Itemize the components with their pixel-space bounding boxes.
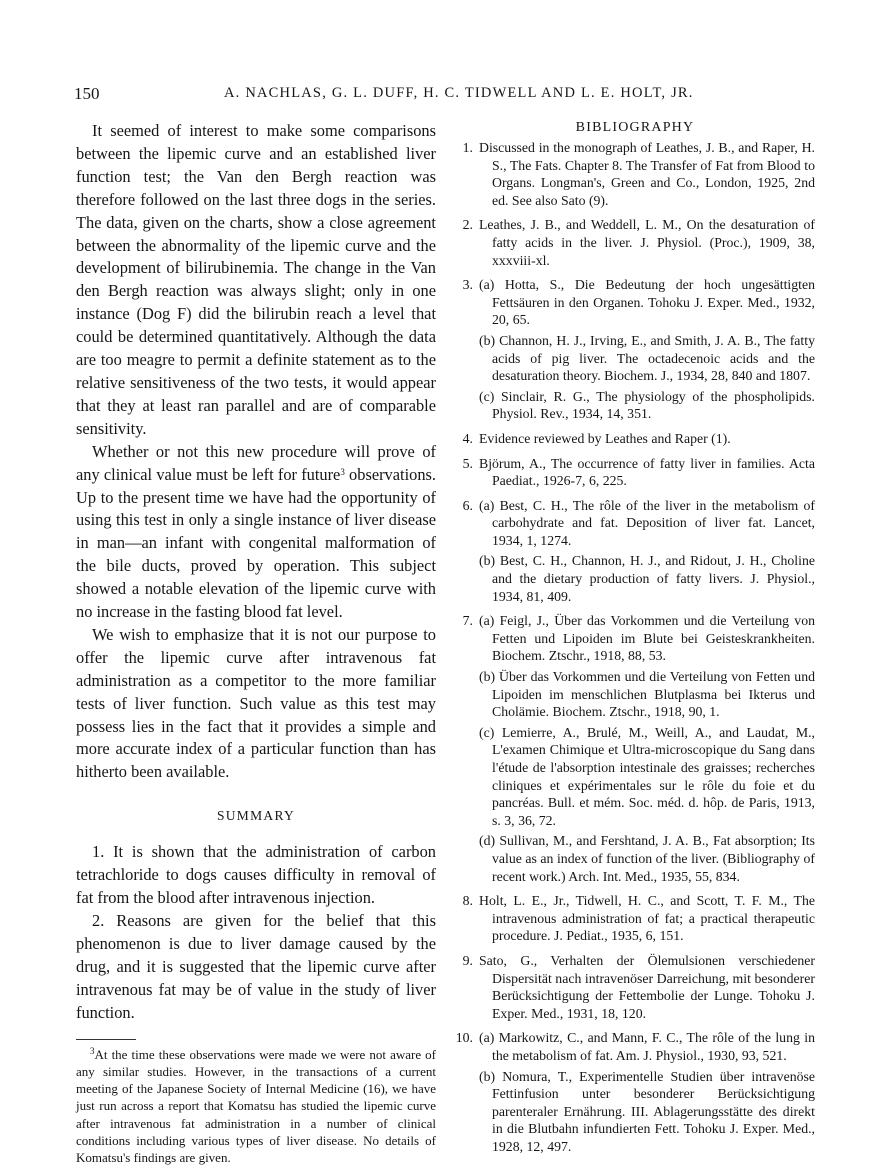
reference-item bbox=[455, 892, 815, 945]
reference-text: (a) Markowitz, C., and Mann, F. C., The rôle of the lung in the metabolism of fat. Am. J. Physiol., 1930, 93, 521. bbox=[479, 1030, 815, 1063]
summary-paragraph: 1. It is shown that the administration of carbon tetrachloride to dogs causes difficulty in removal of fat from the blood after intravenous injection. bbox=[76, 842, 436, 908]
paragraph-lead: Whether or not this new procedure will prove of any clinical value must be left for future bbox=[76, 441, 436, 484]
bibliography-heading: BIBLIOGRAPHY bbox=[575, 120, 695, 135]
footnote-mark: 3 bbox=[90, 1045, 95, 1056]
reference-subentry: (b) Channon, H. J., Irving, E., and Smith, J. A. B., The fatty acids of pig liver. The octadecenoic acids and the desaturation theory. Biochem. J., 1934, 28, 840 and 1807. bbox=[479, 332, 815, 384]
reference-item bbox=[455, 612, 815, 885]
reference-list bbox=[455, 139, 815, 1155]
reference-item bbox=[455, 497, 815, 606]
footnote-divider bbox=[76, 1039, 136, 1040]
reference-subentry: (c) Sinclair, R. G., The physiology of the phospholipids. Physiol. Rev., 1934, 14, 351. bbox=[479, 388, 815, 422]
reference-text: Evidence reviewed by Leathes and Raper (1). bbox=[479, 430, 731, 446]
footnote bbox=[76, 1046, 436, 1167]
reference-item bbox=[455, 952, 815, 1022]
body-paragraph: It seemed of interest to make some comparisons between the lipemic curve and an established liver function test; the Van den Bergh reaction was therefore followed on the last three dogs in the series. The data, given on the charts, show a close agreement between the abnormality of the lipemic curve and the development of bilirubinemia. The change in the Van den Bergh reaction was always slight; only in one instance (Dog F) did the bilirubin reach a level that could be determined quantitatively. Although the data are too meagre to permit a definite statement as to the relative sensitiveness of the two tests, it would appear that they at least ran parallel and are of comparable sensitivity. bbox=[76, 121, 436, 438]
body-paragraph bbox=[76, 441, 436, 624]
reference-subentry: (d) Sullivan, M., and Fershtand, J. A. B., Fat absorption; Its value as an index of function of the liver. (Bibliography of recent work.) Arch. Int. Med., 1935, 55, 834. bbox=[479, 833, 815, 884]
reference-text: Leathes, J. B., and Weddell, L. M., On the desaturation of fatty acids in the liver. J. Physiol. (Proc.), 1909, 38, xxxviii-xl. bbox=[479, 217, 815, 268]
reference-text: Holt, L. E., Jr., Tidwell, H. C., and Scott, T. F. M., The intravenous administration of fat; a practical therapeutic procedure. J. Pediat., 1935, 6, 151. bbox=[479, 893, 815, 944]
footnote-text: At the time these observations were made we were not aware of any similar studies. However, in the transactions of a current meeting of the Japanese Society of Internal Medicine (16), we have just run across a report that Komatsu has studied the lipemic curve after intravenous fat administration in a number of clinical conditions including various types of liver disease. No details of Komatsu's findings are given. bbox=[76, 1046, 436, 1166]
paragraph-tail: observations. bbox=[344, 464, 437, 484]
reference-number: 9. bbox=[462, 952, 473, 968]
reference-number: 6. bbox=[462, 497, 473, 513]
summary-heading: SUMMARY bbox=[216, 808, 296, 824]
reference-number: 3. bbox=[462, 277, 473, 293]
reference-number: 4. bbox=[462, 430, 473, 446]
reference-item bbox=[455, 1029, 815, 1155]
reference-text: (a) Feigl, J., Über das Vorkommen und die Verteilung von Fetten und Lipoiden im Blute bei Geisteskrankheiten. Biochem. Ztschr., 1918, 88, 53. bbox=[479, 613, 815, 664]
reference-number: 7. bbox=[462, 613, 473, 629]
running-head: A. NACHLAS, G. L. DUFF, H. C. TIDWELL AND L. E. HOLT, JR. bbox=[224, 85, 694, 101]
reference-subentry: (b) Nomura, T., Experimentelle Studien über intravenöse Fettinfusion unter besonderer Berücksichtigung parenteraler Ernährung. III. Ablagerungsstätte des direkt in die Blutbahn infundierten Fett. Tohoku J. Exper. Med., 1928, 12, 497. bbox=[479, 1068, 815, 1154]
reference-item bbox=[455, 455, 815, 490]
reference-subentry: (b) Best, C. H., Channon, H. J., and Ridout, J. H., Choline and the dietary production of fatty livers. J. Physiol., 1934, 81, 409. bbox=[479, 553, 815, 604]
reference-number: 1. bbox=[462, 140, 473, 155]
reference-text: Björum, A., The occurrence of fatty liver in families. Acta Paediat., 1926-7, 6, 225. bbox=[479, 455, 815, 489]
bibliography bbox=[455, 120, 815, 1162]
reference-text: (a) Best, C. H., The rôle of the liver in the metabolism of carbohydrate and fat. Deposition of liver fat. Lancet, 1934, 1, 1274. bbox=[479, 497, 815, 548]
left-column bbox=[76, 120, 436, 1167]
reference-subentry: (c) Lemierre, A., Brulé, M., Weill, A., and Laudat, M., L'examen Chimique et Ultra-microscopique du Sang dans l'étude de l'absorption intestinale des graisses; recherches cliniques et expérimentales sur le rôle du foie et du pancréas. Bull. et mém. Soc. méd. d. hôp. de Paris, 1913, s. 3, 36, 72. bbox=[479, 724, 815, 828]
reference-text: Sato, G., Verhalten der Ölemulsionen verschiedener Dispersität nach intravenöser Darreichung, mit besonderer Berücksichtigung der Fettembolie der Lunge. Tohoku J. Exper. Med., 1931, 18, 120. bbox=[479, 952, 815, 1021]
reference-item bbox=[455, 216, 815, 269]
footnote-reference: 3 bbox=[340, 466, 345, 477]
reference-number: 10. bbox=[455, 1030, 473, 1046]
page-header bbox=[74, 84, 816, 108]
body-paragraph: We wish to emphasize that it is not our purpose to offer the lipemic curve after intravenous fat administration as a competitor to the more familiar tests of liver function. Such value as this test may possess lies in the fact that it provides a simple and more accurate index of a particular function than has hitherto been available. bbox=[76, 624, 436, 782]
reference-text: Discussed in the monograph of Leathes, J. B., and Raper, H. S., The Fats. Chapter 8. The Transfer of Fat from Blood to Organs. Longman's, Green and Co., London, 1925, 2nd ed. See also Sato (9). bbox=[479, 140, 815, 208]
reference-subentry: (b) Über das Vorkommen und die Verteilung von Fetten und Lipoiden im menschlichen Blutplasma bei Ikterus und Cholämie. Biochem. Ztschr., 1918, 90, 1. bbox=[479, 669, 815, 720]
paragraph-continuation: Up to the present time we have had the opportunity of using this test in only a single instance of liver disease in man—an infant with congenital malformation of the bile ducts, proved by operation. This subject showed a notable elevation of the lipemic curve with no increase in the fasting blood fat level. bbox=[76, 487, 436, 622]
reference-text: (a) Hotta, S., Die Bedeutung der hoch ungesättigten Fettsäuren in den Organen. Tohoku J. Exper. Med., 1932, 20, 65. bbox=[479, 277, 815, 328]
page-number: 150 bbox=[74, 84, 100, 103]
reference-item bbox=[455, 276, 815, 423]
summary-paragraph: 2. Reasons are given for the belief that this phenomenon is due to liver damage caused by the drug, and it is suggested that the lipemic curve after intravenous fat may be of value in the study of liver function. bbox=[76, 911, 436, 1022]
reference-number: 5. bbox=[462, 455, 473, 471]
reference-number: 2. bbox=[462, 217, 473, 233]
reference-item bbox=[455, 139, 815, 209]
reference-number: 8. bbox=[462, 893, 473, 909]
reference-item bbox=[455, 430, 815, 448]
